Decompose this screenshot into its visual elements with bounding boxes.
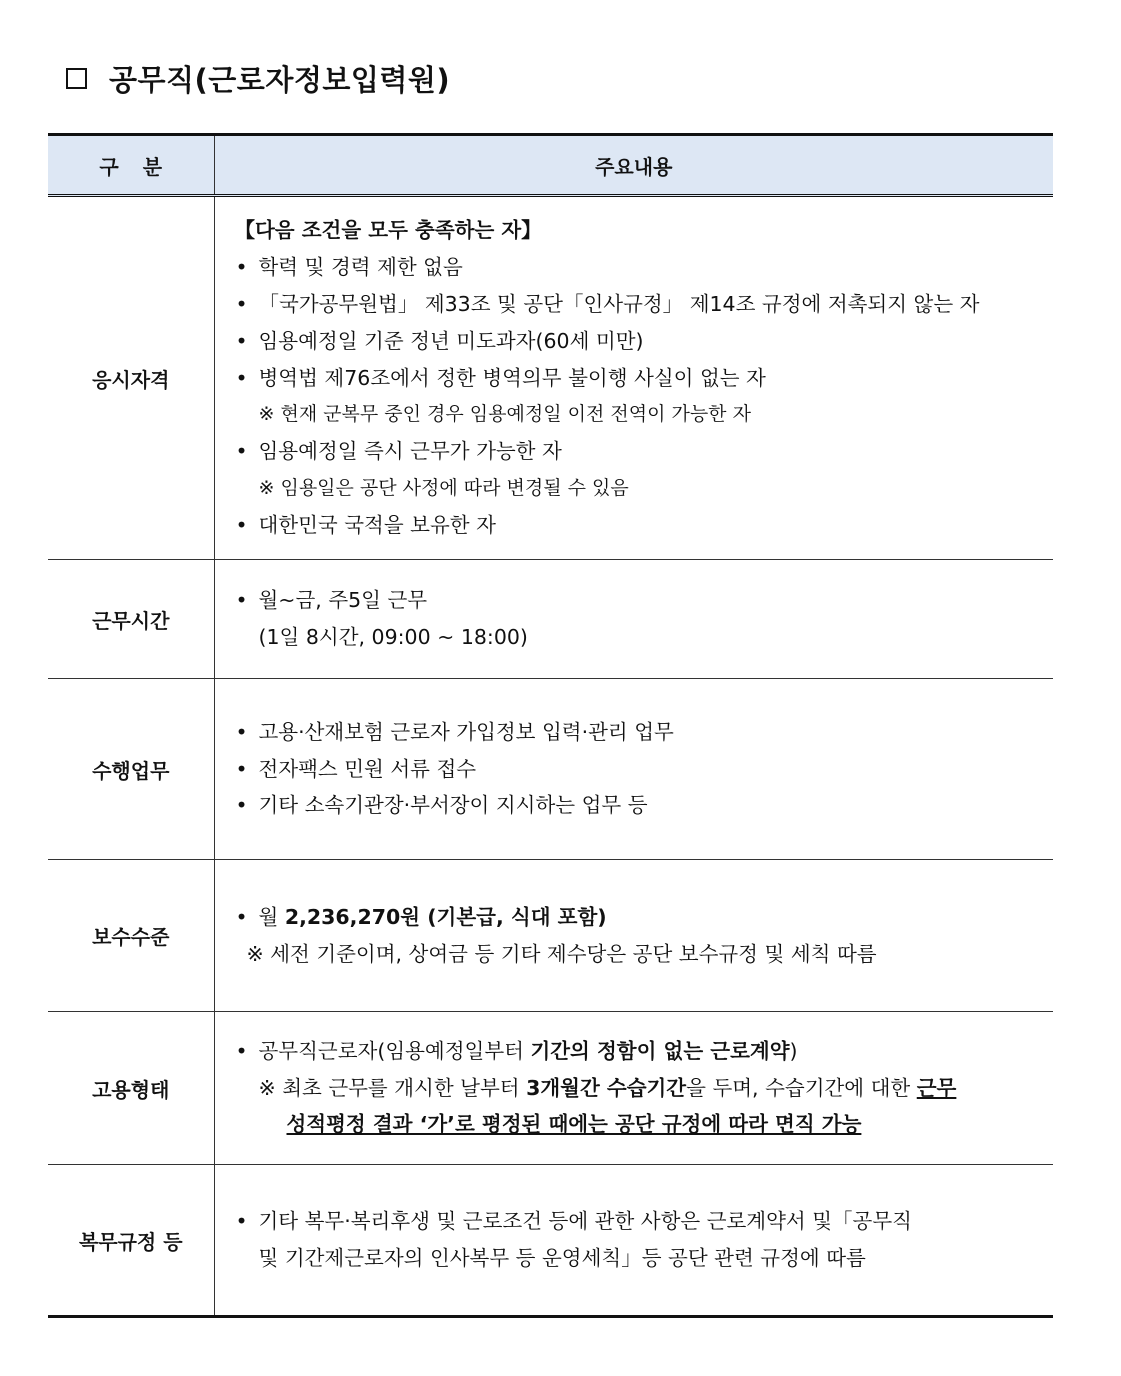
bullet-icon: • bbox=[235, 328, 248, 353]
row-qualification bbox=[48, 196, 1053, 560]
note-item: ※ 임용일은 공단 사정에 따라 변경될 수 있음 bbox=[258, 476, 629, 499]
row-label-duties: 수행업무 bbox=[48, 679, 214, 860]
list-item: • 임용예정일 기준 정년 미도과자(60세 미만) bbox=[235, 323, 1038, 360]
section-heading bbox=[66, 58, 450, 99]
list-item: • 월 2,236,270원 (기본급, 식대 포함) bbox=[235, 899, 1038, 936]
bullet-icon: • bbox=[235, 365, 248, 390]
bullet-icon: • bbox=[235, 1209, 248, 1234]
row-employment bbox=[48, 1012, 1053, 1165]
bullet-icon: • bbox=[235, 512, 248, 537]
pay-content bbox=[214, 860, 1053, 1012]
row-label-employment: 고용형태 bbox=[48, 1012, 214, 1165]
list-item: • 「국가공무원법」 제33조 및 공단「인사규정」 제14조 규정에 저촉되지 않는 자 bbox=[235, 286, 1038, 323]
note-item-continued: 성적평정 결과 ‘가’로 평정된 때에는 공단 규정에 따라 면직 가능 bbox=[286, 1112, 862, 1137]
bullet-icon: • bbox=[235, 793, 248, 818]
list-item: • 병역법 제76조에서 정한 병역의무 불이행 사실이 없는 자 bbox=[235, 360, 1038, 397]
note-item: ※ 현재 군복무 중인 경우 임용예정일 이전 전역이 가능한 자 bbox=[258, 403, 751, 426]
row-label-qualification: 응시자격 bbox=[48, 196, 214, 560]
row-label-hours: 근무시간 bbox=[48, 560, 214, 679]
table-header-row bbox=[48, 135, 1053, 196]
qualification-content bbox=[214, 196, 1053, 560]
bullet-icon: • bbox=[235, 292, 248, 316]
row-duties bbox=[48, 679, 1053, 860]
list-item: • 대한민국 국적을 보유한 자 bbox=[235, 507, 1038, 544]
bullet-icon: • bbox=[235, 1038, 248, 1063]
row-label-rules: 복무규정 등 bbox=[48, 1165, 214, 1317]
checkbox-square-icon bbox=[66, 68, 87, 89]
bullet-icon: • bbox=[235, 904, 248, 929]
qualification-intro: 【다음 조건을 모두 충족하는 자】 bbox=[234, 218, 542, 243]
list-item: • 고용·산재보험 근로자 가입정보 입력·관리 업무 bbox=[235, 714, 1038, 751]
heading-title: 공무직(근로자정보입력원) bbox=[109, 63, 451, 97]
note-item: ※ 세전 기준이며, 상여금 등 기타 제수당은 공단 보수규정 및 세칙 따름 bbox=[246, 941, 877, 966]
pay-amount: 2,236,270원 (기본급, 식대 포함) bbox=[284, 904, 607, 929]
bullet-icon: • bbox=[235, 588, 248, 613]
list-item: • 학력 및 경력 제한 없음 bbox=[235, 249, 1038, 286]
bullet-icon: • bbox=[235, 719, 248, 744]
row-hours bbox=[48, 560, 1053, 679]
list-item: • 기타 복무·복리후생 및 근로조건 등에 관한 사항은 근로계약서 및「공무직 bbox=[235, 1203, 1038, 1240]
list-item-continued: 및 기간제근로자의 인사복무 등 운영세칙」등 공단 관련 규정에 따름 bbox=[258, 1246, 866, 1270]
hours-content bbox=[214, 560, 1053, 679]
list-item: • 전자팩스 민원 서류 접수 bbox=[235, 751, 1038, 788]
list-item: • 공무직근로자(임용예정일부터 기간의 정함이 없는 근로계약) bbox=[235, 1033, 1038, 1070]
list-item: • 월~금, 주5일 근무 bbox=[235, 582, 1038, 619]
header-content: 주요내용 bbox=[595, 154, 673, 179]
job-info-table bbox=[48, 133, 1053, 1318]
hours-sub: (1일 8시간, 09:00 ~ 18:00) bbox=[258, 625, 528, 649]
bullet-icon: • bbox=[235, 439, 248, 464]
header-category: 구분 bbox=[48, 135, 214, 196]
note-item: ※ 최초 근무를 개시한 날부터 3개월간 수습기간을 두며, 수습기간에 대한 근무 bbox=[258, 1075, 957, 1100]
list-item: • 임용예정일 즉시 근무가 가능한 자 bbox=[235, 433, 1038, 470]
row-label-pay: 보수수준 bbox=[48, 860, 214, 1012]
bullet-icon: • bbox=[235, 756, 248, 781]
rules-content bbox=[214, 1165, 1053, 1317]
list-item: • 기타 소속기관장·부서장이 지시하는 업무 등 bbox=[235, 787, 1038, 824]
employment-content bbox=[214, 1012, 1053, 1165]
duties-content bbox=[214, 679, 1053, 860]
row-pay bbox=[48, 860, 1053, 1012]
bullet-icon: • bbox=[235, 255, 248, 280]
row-rules bbox=[48, 1165, 1053, 1317]
